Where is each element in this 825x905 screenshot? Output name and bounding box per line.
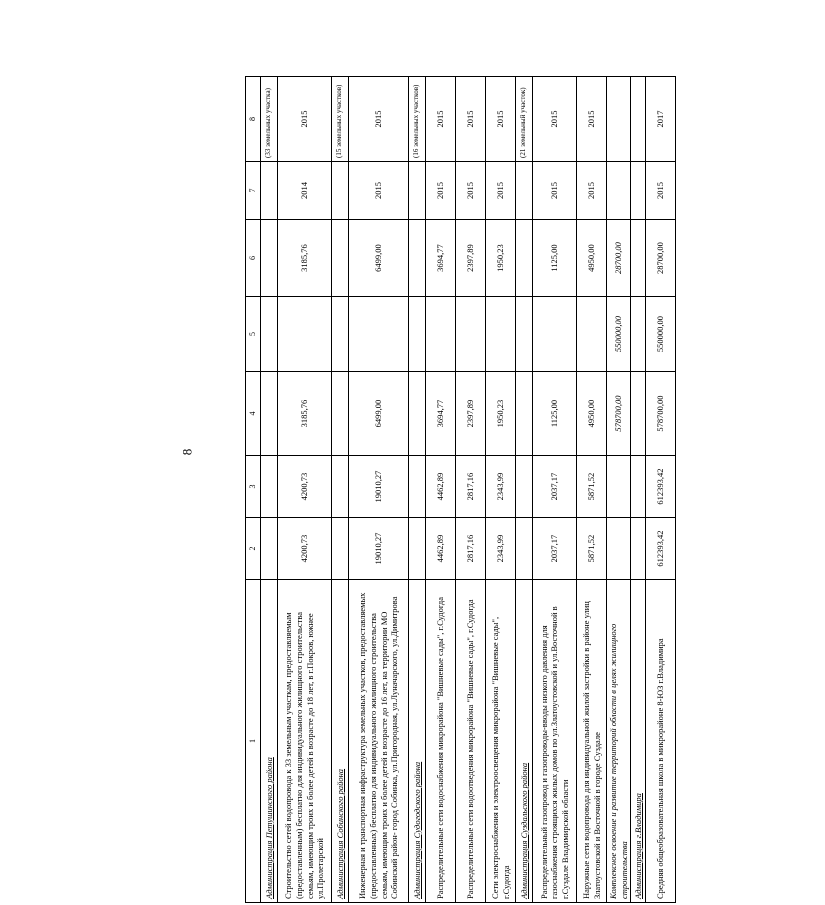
value-cell-col7: 2015 bbox=[533, 162, 577, 220]
value-cell-col4 bbox=[516, 372, 533, 456]
table-row bbox=[456, 77, 486, 903]
value-cell-col4 bbox=[631, 372, 646, 456]
value-cell-col2: 19010,27 bbox=[349, 518, 409, 580]
header-cell: 1 bbox=[246, 580, 261, 903]
section-row bbox=[332, 77, 349, 903]
plots-note bbox=[261, 77, 278, 162]
value-cell-col5: 550000,00 bbox=[607, 297, 631, 372]
value-cell-col2 bbox=[332, 518, 349, 580]
value-cell-col8: 2015 bbox=[349, 77, 409, 162]
value-cell-col2: 2817,16 bbox=[456, 518, 486, 580]
value-cell-col3: 19010,27 bbox=[349, 456, 409, 518]
value-cell-col6 bbox=[631, 220, 646, 297]
value-cell-col5 bbox=[577, 297, 607, 372]
value-cell-col6: 28700,00 bbox=[646, 220, 676, 297]
value-cell-col2: 2037,17 bbox=[533, 518, 577, 580]
value-cell-col7 bbox=[409, 162, 426, 220]
plots-note-text: (33 земельных участка) bbox=[264, 88, 273, 158]
row-name: Распределительный газопровод и газопроводы-вводы низкого давления для газоснабжения строящихся жилых домов по ул.Златоустовской и ул.Восточной в г.Суздале Владимирской области bbox=[533, 580, 577, 903]
value-cell-col2: 612393,42 bbox=[646, 518, 676, 580]
value-cell-col5 bbox=[278, 297, 332, 372]
value-cell-col3 bbox=[332, 456, 349, 518]
value-cell-col2 bbox=[631, 518, 646, 580]
value-cell-col3 bbox=[631, 456, 646, 518]
value-cell-col4 bbox=[332, 372, 349, 456]
value-cell-col7: 2015 bbox=[577, 162, 607, 220]
value-cell-col4: 1125,00 bbox=[533, 372, 577, 456]
value-cell-col4: 578700,00 bbox=[607, 372, 631, 456]
row-name: Администрация Суздальского района bbox=[516, 580, 533, 903]
value-cell-col5 bbox=[349, 297, 409, 372]
value-cell-col3: 612393,42 bbox=[646, 456, 676, 518]
table-row bbox=[646, 77, 676, 903]
value-cell-col5 bbox=[409, 297, 426, 372]
value-cell-col5 bbox=[516, 297, 533, 372]
header-cell: 6 bbox=[246, 220, 261, 297]
value-cell-col4: 6499,00 bbox=[349, 372, 409, 456]
row-name: Администрация Собинского района bbox=[332, 580, 349, 903]
plots-note-text: (15 земельных участков) bbox=[335, 84, 344, 158]
value-cell-col7 bbox=[516, 162, 533, 220]
value-cell-col8: 2017 bbox=[646, 77, 676, 162]
value-cell-col8 bbox=[607, 77, 631, 162]
value-cell-col3 bbox=[516, 456, 533, 518]
value-cell-col6: 3694,77 bbox=[426, 220, 456, 297]
row-name: Комплексное освоение и развитие территорий области в целях жилищного строительства bbox=[607, 580, 631, 903]
value-cell-col7: 2015 bbox=[456, 162, 486, 220]
value-cell-col5 bbox=[332, 297, 349, 372]
value-cell-col2 bbox=[607, 518, 631, 580]
value-cell-col2: 2343,99 bbox=[486, 518, 516, 580]
value-cell-col7: 2015 bbox=[646, 162, 676, 220]
row-name: Средняя общеобразовательная школа в микрорайоне 8-ЮЗ г.Владимира bbox=[646, 580, 676, 903]
value-cell-col2: 4462,89 bbox=[426, 518, 456, 580]
value-cell-col2 bbox=[261, 518, 278, 580]
value-cell-col4: 4950,00 bbox=[577, 372, 607, 456]
value-cell-col4: 3185,76 bbox=[278, 372, 332, 456]
value-cell-col5 bbox=[486, 297, 516, 372]
value-cell-col2: 5871,52 bbox=[577, 518, 607, 580]
value-cell-col7: 2015 bbox=[426, 162, 456, 220]
header-cell: 3 bbox=[246, 456, 261, 518]
value-cell-col7 bbox=[607, 162, 631, 220]
value-cell-col2: 4200,73 bbox=[278, 518, 332, 580]
value-cell-col8 bbox=[631, 77, 646, 162]
row-name: Распределительные сети водоотведения микрорайона "Вишневые сады", г.Судогда bbox=[456, 580, 486, 903]
value-cell-col6 bbox=[332, 220, 349, 297]
value-cell-col4: 1950,23 bbox=[486, 372, 516, 456]
plots-note-text: (16 земельных участков) bbox=[412, 84, 421, 158]
header-cell: 5 bbox=[246, 297, 261, 372]
row-name: Наружные сети водопровода для индивидуальной жилой застройки в районе улиц Златоустовской и Восточной в городе Суздале bbox=[577, 580, 607, 903]
header-cell: 8 bbox=[246, 77, 261, 162]
value-cell-col6 bbox=[516, 220, 533, 297]
header-cell: 7 bbox=[246, 162, 261, 220]
value-cell-col4: 578700,00 bbox=[646, 372, 676, 456]
header-cell: 2 bbox=[246, 518, 261, 580]
row-name: Администрация Судогодского района bbox=[409, 580, 426, 903]
table-row bbox=[426, 77, 456, 903]
value-cell-col6 bbox=[409, 220, 426, 297]
value-cell-col2 bbox=[409, 518, 426, 580]
value-cell-col8: 2015 bbox=[456, 77, 486, 162]
header-row bbox=[246, 77, 261, 903]
value-cell-col8: 2015 bbox=[533, 77, 577, 162]
value-cell-col3 bbox=[607, 456, 631, 518]
value-cell-col5 bbox=[456, 297, 486, 372]
row-name: Инженерная и транспортная инфраструктура земельных участков, предоставляемых (предоставленных) бесплатно для индивидуального жилищного строительства семьям, имеющим троих и более детей в возрасте до 16 лет, на территории МО Собинский район- город Собинка, ул.Пригородная, ул.Луначарского, ул.Димитрова bbox=[349, 580, 409, 903]
value-cell-col4: 3694,77 bbox=[426, 372, 456, 456]
value-cell-col5 bbox=[426, 297, 456, 372]
value-cell-col3: 4462,89 bbox=[426, 456, 456, 518]
row-name: Администрация Петушинского района bbox=[261, 580, 278, 903]
value-cell-col5 bbox=[261, 297, 278, 372]
table-row bbox=[349, 77, 409, 903]
value-cell-col5 bbox=[631, 297, 646, 372]
section-row bbox=[516, 77, 533, 903]
row-name: Администрация г.Владимира bbox=[631, 580, 646, 903]
plots-note-text: (21 земельный участок) bbox=[519, 87, 528, 158]
value-cell-col4 bbox=[409, 372, 426, 456]
section-row bbox=[631, 77, 646, 903]
value-cell-col3: 5871,52 bbox=[577, 456, 607, 518]
objects-table bbox=[245, 76, 676, 903]
value-cell-col7: 2015 bbox=[486, 162, 516, 220]
value-cell-col6: 1125,00 bbox=[533, 220, 577, 297]
value-cell-col3 bbox=[409, 456, 426, 518]
table-row bbox=[486, 77, 516, 903]
page-number: 8 bbox=[179, 448, 195, 456]
value-cell-col4: 2397,89 bbox=[456, 372, 486, 456]
plots-note bbox=[332, 77, 349, 162]
value-cell-col3: 2037,17 bbox=[533, 456, 577, 518]
value-cell-col6: 3185,76 bbox=[278, 220, 332, 297]
value-cell-col6: 4950,00 bbox=[577, 220, 607, 297]
value-cell-col3 bbox=[261, 456, 278, 518]
value-cell-col4 bbox=[261, 372, 278, 456]
value-cell-col7 bbox=[261, 162, 278, 220]
rotated-table-wrapper bbox=[245, 77, 825, 903]
value-cell-col6 bbox=[261, 220, 278, 297]
value-cell-col2 bbox=[516, 518, 533, 580]
value-cell-col6: 6499,00 bbox=[349, 220, 409, 297]
row-name: Строительство сетей водопровода к 33 земельным участкам, предоставляемым (предоставленным) бесплатно для индивидуального жилищного строительства семьям, имеющим троих и более детей в возрасте до 18 лет, в г.Покров, южнее ул.Пролетарской bbox=[278, 580, 332, 903]
section-row bbox=[261, 77, 278, 903]
value-cell-col8: 2015 bbox=[426, 77, 456, 162]
value-cell-col7: 2014 bbox=[278, 162, 332, 220]
plots-note bbox=[516, 77, 533, 162]
section-row bbox=[607, 77, 631, 903]
section-row bbox=[409, 77, 426, 903]
value-cell-col3: 2343,99 bbox=[486, 456, 516, 518]
value-cell-col3: 4200,73 bbox=[278, 456, 332, 518]
row-name: Сети электроснабжения и электроосвещения микрорайона "Вишневые сады", г.Судогда bbox=[486, 580, 516, 903]
value-cell-col6: 28700,00 bbox=[607, 220, 631, 297]
table-row bbox=[533, 77, 577, 903]
value-cell-col7: 2015 bbox=[349, 162, 409, 220]
table-row bbox=[577, 77, 607, 903]
plots-note bbox=[409, 77, 426, 162]
value-cell-col5 bbox=[533, 297, 577, 372]
value-cell-col8: 2015 bbox=[278, 77, 332, 162]
header-cell: 4 bbox=[246, 372, 261, 456]
value-cell-col6: 2397,89 bbox=[456, 220, 486, 297]
value-cell-col3: 2817,16 bbox=[456, 456, 486, 518]
value-cell-col5: 550000,00 bbox=[646, 297, 676, 372]
table-body bbox=[261, 77, 676, 903]
row-name: Распределительные сети водоснабжения микрорайона "Вишневые сады", г.Судогда bbox=[426, 580, 456, 903]
value-cell-col8: 2015 bbox=[577, 77, 607, 162]
value-cell-col7 bbox=[631, 162, 646, 220]
value-cell-col8: 2015 bbox=[486, 77, 516, 162]
value-cell-col7 bbox=[332, 162, 349, 220]
table-row bbox=[278, 77, 332, 903]
value-cell-col6: 1950,23 bbox=[486, 220, 516, 297]
